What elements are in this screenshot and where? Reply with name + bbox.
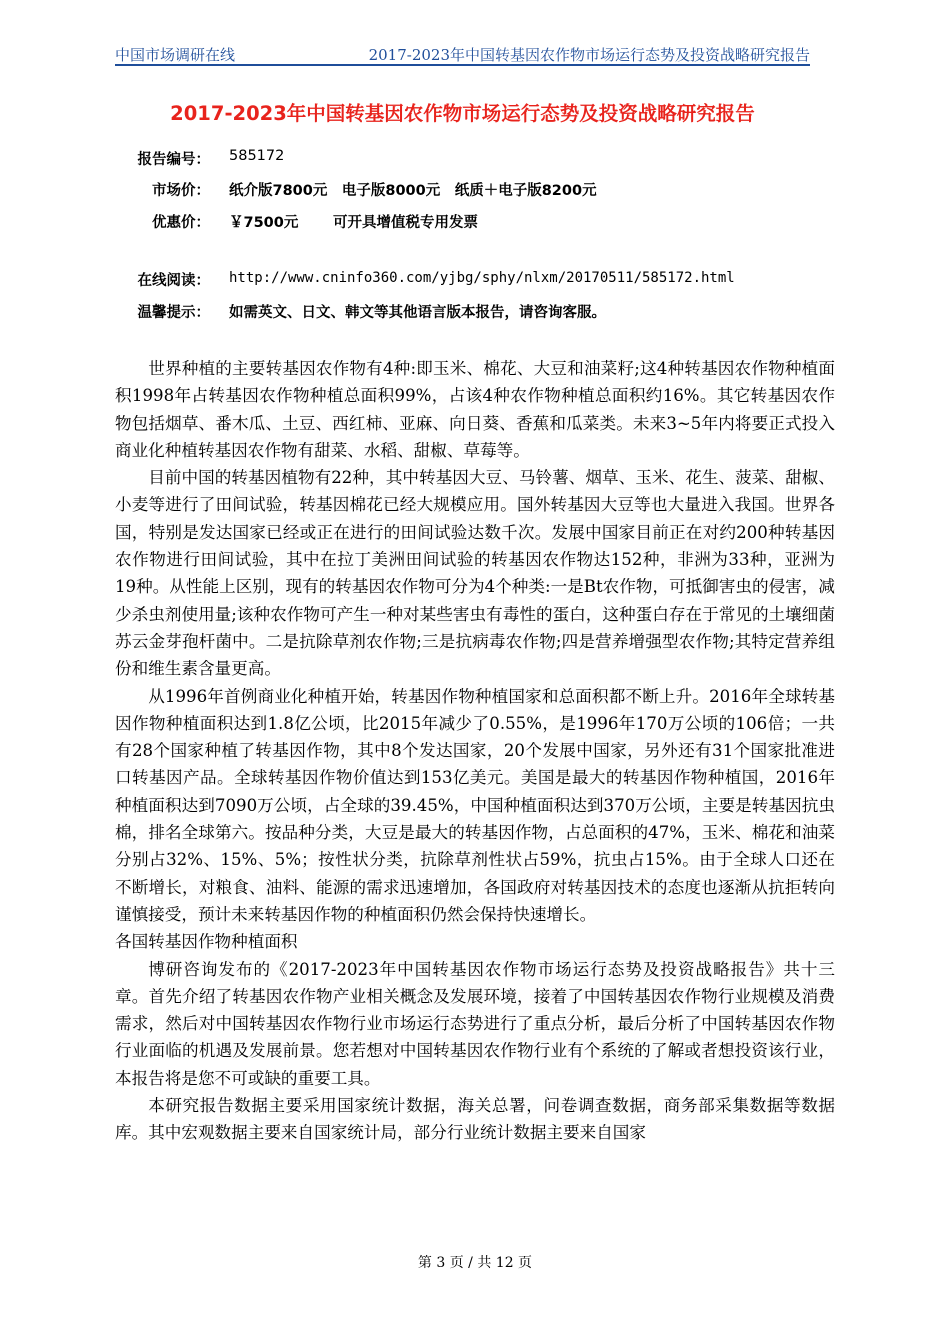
page-number: 第 3 页 / 共 12 页 bbox=[417, 1255, 533, 1271]
paragraph-5: 本研究报告数据主要采用国家统计数据，海关总署，问卷调查数据，商务部采集数据等数据库。其中宏观数据主要来自国家统计局，部分行业统计数据主要来自国家 bbox=[115, 1096, 835, 1143]
online-label: 在线阅读： bbox=[137, 273, 210, 289]
report-no-label: 报告编号： bbox=[137, 152, 210, 168]
discount-label-wrap bbox=[115, 211, 210, 231]
paragraph-4: 博研咨询发布的《2017-2023年中国转基因农作物市场运行态势及投资战略报告》共十三章。首先介绍了转基因农作物产业相关概念及发展环境，接着了中国转基因农作物行业规模及消费需求，然后对中国转基因农作物行业市场运行态势进行了重点分析，最后分析了中国转基因农作物行业面临的机遇及发展前景。您若想对中国转基因农作物行业有个系统的了解或者想投资该行业，本报告将是您不可或缺的重要工具。 bbox=[115, 959, 835, 1088]
invoice-note: 可开具增值税专用发票 bbox=[333, 215, 478, 231]
tip-label-wrap bbox=[115, 301, 210, 321]
market-price-label: 市场价： bbox=[152, 183, 210, 199]
paragraph-2: 目前中国的转基因植物有22种，其中转基因大豆、马铃薯、烟草、玉米、花生、菠菜、甜椒、小麦等进行了田间试验，转基因棉花已经大规模应用。国外转基因大豆等也大量进入我国。世界各国，特别是发达国家已经或正在进行的田间试验达数千次。发展中国家目前正在对约200种转基因农作物进行田间试验，其中在拉丁美洲田间试验的转基因农作物达152种，非洲为33种，亚洲为19种。从性能上区别，现有的转基因农作物可分为4个种类:一是Bt农作物，可抵御害虫的侵害，减少杀虫剂使用量;该种农作物可产生一种对某些害虫有毒性的蛋白，这种蛋白存在于常见的土壤细菌苏云金芽孢杆菌中。二是抗除草剂农作物;三是抗病毒农作物;四是营养增强型农作物;其特定营养组份和维生素含量更高。 bbox=[115, 468, 835, 679]
page-title: 2017-2023年中国转基因农作物市场运行态势及投资战略研究报告 bbox=[170, 102, 755, 125]
market-price-label-wrap bbox=[115, 179, 210, 199]
paragraph-3: 从1996年首例商业化种植开始，转基因作物种植国家和总面积都不断上升。2016年全球转基因作物种植面积达到1.8亿公顷，比2015年减少了0.55%，是1996年170万公顷的106倍；一共有28个国家种植了转基因作物，其中8个发达国家，20个发展中国家，另外还有31个国家批准进口转基因产品。全球转基因作物价值达到153亿美元。美国是最大的转基因作物种植国，2016年种植面积达到7090万公顷，占全球的39.45%，中国种植面积达到370万公顷，主要是转基因抗虫棉，排名全球第六。按品种分类，大豆是最大的转基因作物，占总面积的47%，玉米、棉花和油菜分别占32%、15%、5%；按性状分类，抗除草剂性状占59%，抗虫占15%。由于全球人口还在不断增长，对粮食、油料、能源的需求迅速增加，各国政府对转基因技术的态度也逐渐从抗拒转向谨慎接受，预计未来转基因作物的种植面积仍然会保持快速增长。 bbox=[115, 686, 835, 924]
paragraph-1: 世界种植的主要转基因农作物有4种:即玉米、棉花、大豆和油菜籽;这4种转基因农作物种植面积1998年占转基因农作物种植总面积99%，占该4种农作物种植总面积约16%。其它转基因农作物包括烟草、番木瓜、土豆、西红柿、亚麻、向日葵、香蕉和瓜菜类。未来3~5年内将要正式投入商业化种植转基因农作物有甜菜、水稻、甜椒、草莓等。 bbox=[115, 359, 835, 460]
running-header bbox=[115, 42, 810, 66]
tip-label: 温馨提示： bbox=[137, 305, 210, 321]
header-report-title: 2017-2023年中国转基因农作物市场运行态势及投资战略研究报告 bbox=[368, 46, 810, 64]
online-label-wrap bbox=[115, 269, 210, 289]
report-no-label-wrap bbox=[115, 148, 210, 168]
report-no-value: 585172 bbox=[229, 148, 285, 164]
discount-price: ￥7500元 bbox=[229, 215, 299, 231]
body-text bbox=[115, 355, 835, 1147]
figure-caption: 各国转基因作物种植面积 bbox=[115, 932, 298, 952]
discount-label: 优惠价： bbox=[152, 215, 210, 231]
online-url-link[interactable]: http://www.cninfo360.com/yjbg/sphy/nlxm/20170511/585172.html bbox=[229, 270, 735, 286]
tip-text: 如需英文、日文、韩文等其他语言版本报告，请咨询客服。 bbox=[229, 305, 606, 321]
site-name: 中国市场调研在线 bbox=[115, 46, 236, 64]
market-price-value: 纸介版7800元 电子版8000元 纸质＋电子版8200元 bbox=[229, 183, 597, 199]
